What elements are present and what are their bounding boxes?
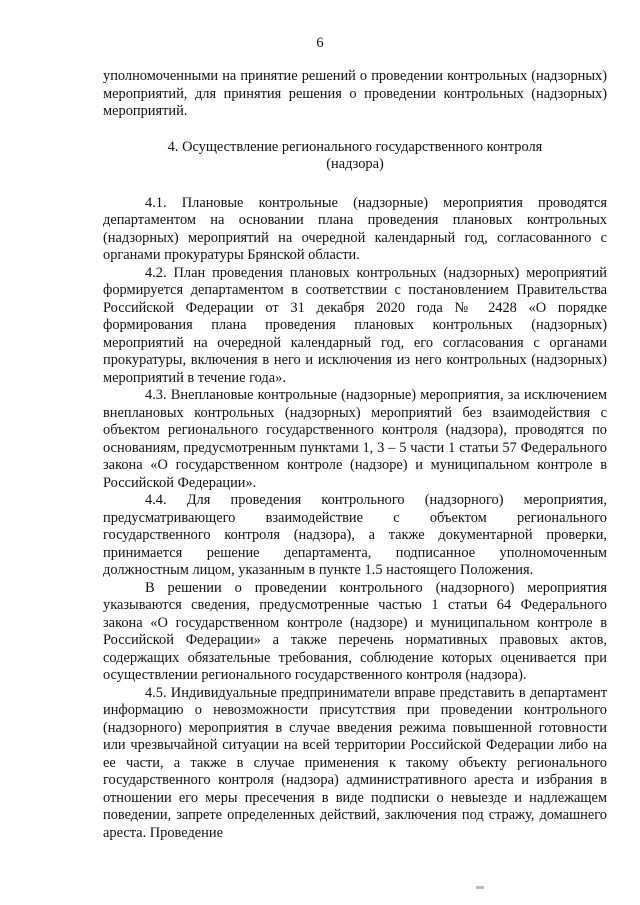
section-heading: 4. Осуществление регионального государственного контроля (надзора) (167, 138, 543, 172)
paragraph-4-4: 4.4. Для проведения контрольного (надзорного) мероприятия, предусматривающего взаимодействие с объектом регионального государственного контроля (надзора), а также документарной проверки, принимается решение департамента, подписанное уполномоченным должностным лицом, указанным в пункте 1.5 настоящего Положения. (103, 492, 607, 578)
paragraph-4-5: 4.5. Индивидуальные предприниматели вправе представить в департамент информацию о невозможности присутствия при проведении контрольного (надзорного) мероприятия в случае введения режима повышенной готовности или чрезвычайной ситуации на всей территории Российской Федерации либо на ее части, а также в случае применения к такому объекту регионального государственного контроля (надзора) административного ареста и избрания в отношении его меры пресечения в виде подписки о невыезде и надлежащем поведении, запрете определенных действий, заключения под стражу, домашнего ареста. Проведение (103, 684, 607, 841)
page-content (103, 68, 607, 842)
paragraph-4-2: 4.2. План проведения плановых контрольных (надзорных) мероприятий формируется департаментом в соответствии с постановлением Правительства Российской Федерации от 31 декабря 2020 года № 2428 «О порядке формирования плана проведения плановых контрольных (надзорных) мероприятий на очередной календарный год, его согласования с органами прокуратуры, включения в него и исключения из него контрольных (надзорных) мероприятий в течение года». (103, 264, 607, 386)
page-number: 6 (316, 35, 324, 51)
paragraph-decision-contents: В решении о проведении контрольного (надзорного) мероприятия указываются сведения, предусмотренные частью 1 статьи 64 Федерального закона «О государственном контроле (надзоре) и муниципальном контроле в Российской Федерации» а также перечень нормативных правовых актов, содержащих обязательные требования, соблюдение которых оценивается при осуществлении регионального государственного контроля (надзора). (103, 579, 607, 683)
paragraph-4-1: 4.1. Плановые контрольные (надзорные) мероприятия проводятся департаментом на основании плана проведения плановых контрольных (надзорных) мероприятий на очередной календарный год, согласованного с органами прокуратуры Брянской области. (103, 194, 607, 263)
scan-mark (476, 886, 484, 889)
continuation-paragraph: уполномоченными на принятие решений о проведении контрольных (надзорных) мероприятий, для принятия решения о проведении контрольных (надзорных) мероприятий. (103, 68, 607, 119)
paragraph-4-3: 4.3. Внеплановые контрольные (надзорные) мероприятия, за исключением внеплановых контрольных (надзорных) мероприятий без взаимодействия с объектом регионального государственного контроля (надзора), проводятся по основаниям, предусмотренным пунктами 1, 3 – 5 части 1 статьи 57 Федерального закона «О государственном контроле (надзоре) и муниципальном контроле в Российской Федерации». (103, 387, 607, 491)
